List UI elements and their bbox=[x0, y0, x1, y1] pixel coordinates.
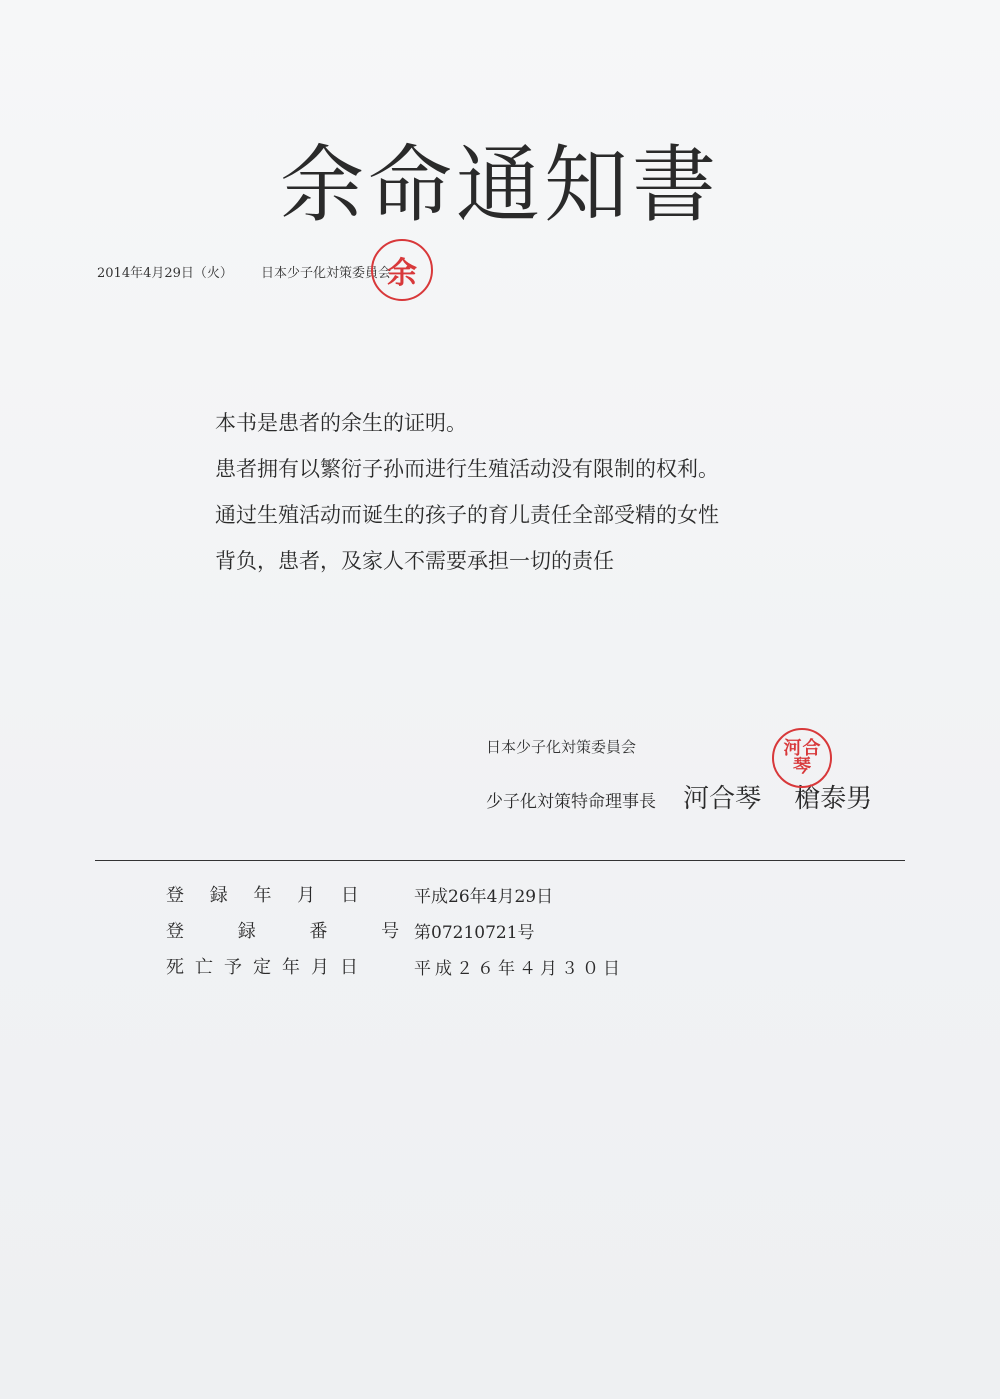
signature-seal-char-3: 琴 bbox=[793, 756, 811, 777]
signature-role: 少子化対策特命理事長 bbox=[486, 792, 656, 812]
body-line-1: 本书是患者的余生的证明。 bbox=[215, 411, 467, 435]
registration-number-label: 登 録 番 号 bbox=[166, 921, 424, 942]
registration-row bbox=[166, 912, 624, 948]
issuer-seal-stamp bbox=[371, 239, 433, 301]
signature-name-first: 河合琴 bbox=[683, 784, 762, 814]
certificate-body bbox=[215, 400, 835, 584]
registration-row bbox=[166, 948, 624, 984]
issue-date: 2014年4月29日（火） bbox=[97, 266, 233, 281]
issue-dateline bbox=[97, 262, 391, 281]
signature-seal-char-1: 河 bbox=[783, 738, 802, 759]
expected-death-date-label: 死亡予定年月日 bbox=[166, 957, 369, 978]
body-line-4: 背负，患者，及家人不需要承担一切的责任 bbox=[215, 549, 614, 573]
registration-date-label: 登 録 年 月 日 bbox=[166, 885, 369, 906]
body-line-2: 患者拥有以繁衍子孙而进行生殖活动没有限制的权利。 bbox=[215, 457, 719, 481]
issuer-name: 日本少子化対策委員会 bbox=[261, 266, 392, 281]
registration-number-value: 第07210721号 bbox=[414, 922, 535, 943]
signature-seal-stamp bbox=[772, 728, 832, 788]
registration-date-value: 平成26年4月29日 bbox=[414, 886, 554, 907]
signature-name-second: 槍泰男 bbox=[794, 784, 873, 814]
registration-table bbox=[166, 876, 624, 984]
signature-organization: 日本少子化対策委員会 bbox=[486, 738, 637, 756]
registration-row bbox=[166, 876, 624, 912]
expected-death-date-value: 平成２６年４月３０日 bbox=[414, 958, 624, 979]
body-line-3: 通过生殖活动而诞生的孩子的育儿责任全部受精的女性 bbox=[215, 503, 719, 527]
issuer-seal-char: 余 bbox=[387, 256, 417, 291]
signature-seal-char-2: 合 bbox=[802, 738, 821, 759]
section-divider bbox=[95, 860, 905, 861]
document-title: 余命通知書 bbox=[279, 136, 720, 234]
